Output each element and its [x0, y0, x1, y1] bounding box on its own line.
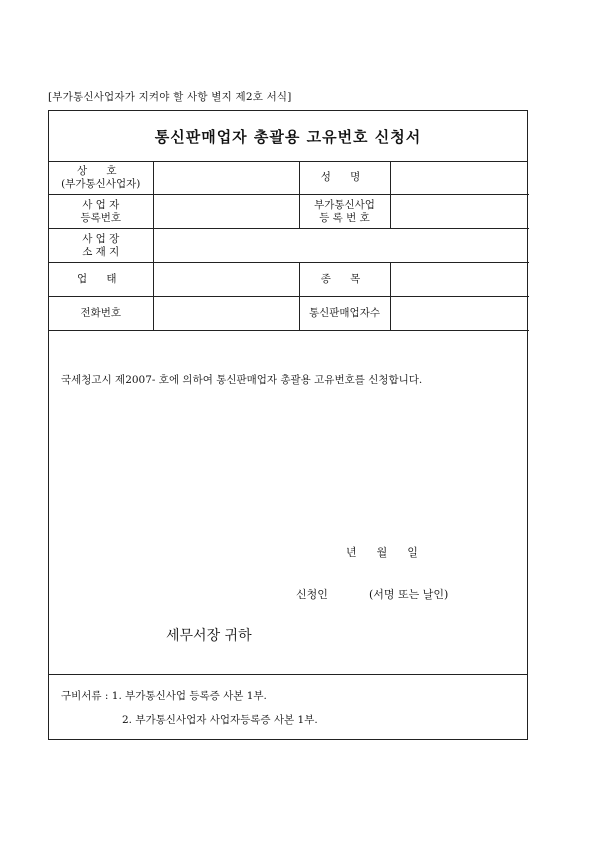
applicant-label: 신청인: [296, 588, 328, 601]
form-caption: [부가통신사업자가 지켜야 할 사항 별지 제2호 서식]: [48, 91, 292, 103]
business-type-field[interactable]: [153, 263, 299, 297]
form-title: 통신판매업자 총괄용 고유번호 신청서: [49, 111, 527, 162]
business-registration-field[interactable]: [153, 195, 299, 229]
vas-registration-field[interactable]: [390, 195, 529, 229]
company-name-field[interactable]: [153, 161, 299, 195]
attachment-item-1: 구비서류 : 1. 부가통신사업 등록증 사본 1부.: [61, 690, 267, 702]
attachments-section: [49, 674, 527, 741]
phone-label: 전화번호: [49, 297, 153, 331]
signature-note: (서명 또는 날인): [369, 588, 449, 601]
table-row: [49, 263, 529, 297]
addressee: 세무서장 귀하: [166, 628, 252, 644]
seller-count-label: 통신판매업자수: [299, 297, 390, 331]
business-registration-label: 사 업 자 등록번호: [49, 195, 153, 229]
representative-name-field[interactable]: [390, 161, 529, 195]
attachment-item-2: 2. 부가통신사업자 사업자등록증 사본 1부.: [122, 714, 318, 726]
business-location-label: 사 업 장 소 재 지: [49, 229, 153, 263]
table-row: [49, 297, 529, 331]
date-day-label: 일: [407, 546, 418, 559]
table-row: [49, 195, 529, 229]
business-location-field[interactable]: [153, 229, 529, 263]
date-row: [346, 544, 418, 560]
application-form: [48, 110, 528, 740]
business-item-label: 종 목: [299, 263, 390, 297]
table-row: [49, 229, 529, 263]
seller-count-field[interactable]: [390, 297, 529, 331]
date-year-label: 년: [346, 546, 357, 559]
business-item-field[interactable]: [390, 263, 529, 297]
phone-field[interactable]: [153, 297, 299, 331]
business-type-label: 업 태: [49, 263, 153, 297]
applicant-info-table: [49, 161, 529, 331]
application-statement: 국세청고시 제2007- 호에 의하여 통신판매업자 총괄용 고유번호를 신청합니다.: [61, 374, 423, 386]
vas-registration-label: 부가통신사업 등 록 번 호: [299, 195, 390, 229]
table-row: [49, 161, 529, 195]
company-name-label: 상 호 (부가통신사업자): [49, 161, 153, 195]
representative-name-label: 성 명: [299, 161, 390, 195]
date-month-label: 월: [376, 546, 388, 559]
